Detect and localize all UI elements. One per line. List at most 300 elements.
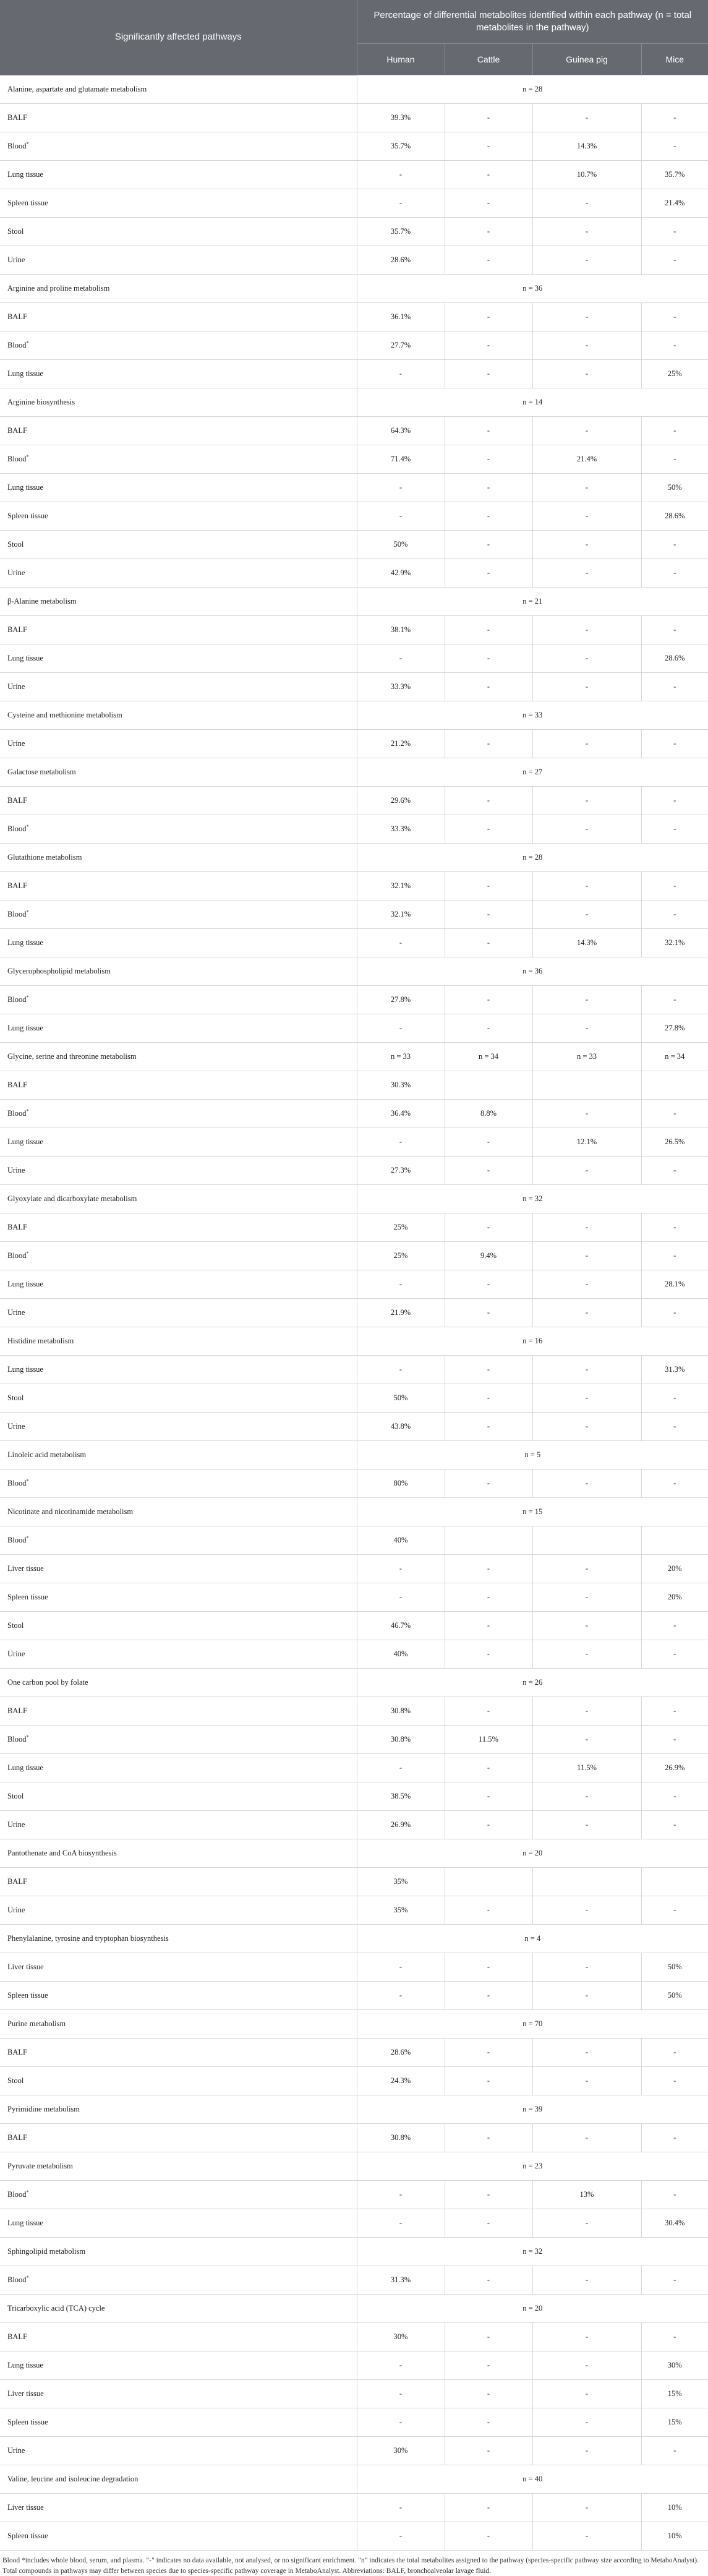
sample-row bbox=[0, 502, 708, 531]
pathway-size: n = 20 bbox=[357, 2295, 708, 2323]
sample-type: Lung tissue bbox=[0, 1270, 357, 1299]
sample-row bbox=[0, 1299, 708, 1327]
percentage-cell: 32.1% bbox=[357, 901, 445, 929]
percentage-cell: - bbox=[532, 1811, 641, 1839]
sample-type: Urine bbox=[0, 1640, 357, 1669]
sample-row bbox=[0, 189, 708, 218]
pathway-size: n = 14 bbox=[357, 388, 708, 417]
percentage-cell: - bbox=[445, 1811, 532, 1839]
pathway-name: One carbon pool by folate bbox=[0, 1669, 357, 1697]
percentage-cell bbox=[532, 1526, 641, 1555]
percentage-cell: 26.9% bbox=[641, 1754, 708, 1782]
sample-row bbox=[0, 303, 708, 332]
percentage-cell: 10.7% bbox=[532, 161, 641, 189]
percentage-cell: - bbox=[445, 872, 532, 901]
percentage-cell: - bbox=[445, 1982, 532, 2010]
sample-type-label: Blood bbox=[7, 142, 27, 151]
sample-row bbox=[0, 2351, 708, 2380]
percentage-cell: 39.3% bbox=[357, 104, 445, 132]
pathway-name: Alanine, aspartate and glutamate metabolism bbox=[0, 75, 357, 104]
pathway-row bbox=[0, 1925, 708, 1953]
percentage-cell: - bbox=[532, 1555, 641, 1583]
percentage-cell: - bbox=[357, 1014, 445, 1043]
pathway-name: Phenylalanine, tyrosine and tryptophan biosynthesis bbox=[0, 1925, 357, 1953]
pathway-row bbox=[0, 844, 708, 872]
percentage-cell: - bbox=[641, 2181, 708, 2209]
percentage-cell: - bbox=[357, 1555, 445, 1583]
sample-row bbox=[0, 1726, 708, 1754]
percentage-cell: 35.7% bbox=[357, 218, 445, 246]
percentage-cell: - bbox=[445, 2494, 532, 2522]
percentage-cell: - bbox=[357, 1270, 445, 1299]
percentage-cell: - bbox=[357, 1128, 445, 1157]
pathway-size: n = 70 bbox=[357, 2010, 708, 2039]
pathway-name: Pyruvate metabolism bbox=[0, 2152, 357, 2181]
percentage-cell: - bbox=[532, 787, 641, 815]
percentage-cell: - bbox=[641, 673, 708, 701]
percentage-cell bbox=[641, 1868, 708, 1896]
pathway-size: n = 28 bbox=[357, 844, 708, 872]
percentage-cell: - bbox=[532, 2039, 641, 2067]
percentage-cell: 36.1% bbox=[357, 303, 445, 332]
percentage-cell: - bbox=[532, 2067, 641, 2095]
percentage-cell: - bbox=[641, 815, 708, 844]
percentage-cell: - bbox=[532, 986, 641, 1014]
percentage-cell: - bbox=[445, 1270, 532, 1299]
sample-type: BALF bbox=[0, 2039, 357, 2067]
header-guinea-pig: Guinea pig bbox=[532, 44, 641, 75]
sample-row bbox=[0, 1470, 708, 1498]
sample-row bbox=[0, 332, 708, 360]
percentage-cell: - bbox=[357, 2522, 445, 2551]
percentage-cell: 24.3% bbox=[357, 2067, 445, 2095]
header-pathways: Significantly affected pathways bbox=[0, 0, 357, 75]
pathway-size: n = 27 bbox=[357, 758, 708, 787]
percentage-cell: - bbox=[357, 2351, 445, 2380]
sample-type-label: Blood bbox=[7, 341, 27, 350]
percentage-cell: 35% bbox=[357, 1896, 445, 1925]
sample-type: BALF bbox=[0, 417, 357, 445]
percentage-cell: 35.7% bbox=[641, 161, 708, 189]
percentage-cell: - bbox=[445, 559, 532, 588]
sample-type: Urine bbox=[0, 1413, 357, 1441]
footnote-marker: * bbox=[26, 340, 29, 346]
percentage-cell bbox=[445, 1868, 532, 1896]
sample-row bbox=[0, 2181, 708, 2209]
pathway-name: Purine metabolism bbox=[0, 2010, 357, 2039]
pathway-size: n = 33 bbox=[357, 1043, 445, 1071]
percentage-cell: - bbox=[445, 360, 532, 388]
pathway-name: Linoleic acid metabolism bbox=[0, 1441, 357, 1470]
percentage-cell: - bbox=[532, 1270, 641, 1299]
pathway-name: Nicotinate and nicotinamide metabolism bbox=[0, 1498, 357, 1526]
sample-type: Stool bbox=[0, 1384, 357, 1413]
percentage-cell: - bbox=[357, 1583, 445, 1612]
sample-type bbox=[0, 2181, 357, 2209]
sample-type bbox=[0, 1526, 357, 1555]
percentage-cell: 25% bbox=[357, 1242, 445, 1270]
sample-type: BALF bbox=[0, 1697, 357, 1726]
sample-type: Spleen tissue bbox=[0, 2408, 357, 2437]
sample-row bbox=[0, 1526, 708, 1555]
percentage-cell: - bbox=[641, 1100, 708, 1128]
percentage-cell: 29.6% bbox=[357, 787, 445, 815]
percentage-cell: - bbox=[357, 189, 445, 218]
percentage-cell: - bbox=[532, 1157, 641, 1185]
footnote-marker: * bbox=[26, 1478, 29, 1484]
pathway-row bbox=[0, 1839, 708, 1868]
percentage-cell: 28.6% bbox=[357, 246, 445, 275]
percentage-cell: - bbox=[532, 189, 641, 218]
sample-type bbox=[0, 1242, 357, 1270]
percentage-cell: 36.4% bbox=[357, 1100, 445, 1128]
percentage-cell: 30.8% bbox=[357, 1697, 445, 1726]
percentage-cell: - bbox=[641, 2437, 708, 2465]
pathway-row bbox=[0, 2238, 708, 2266]
percentage-cell: - bbox=[445, 1413, 532, 1441]
sample-row bbox=[0, 787, 708, 815]
sample-row bbox=[0, 1754, 708, 1782]
sample-row bbox=[0, 815, 708, 844]
sample-row bbox=[0, 132, 708, 161]
pathway-row bbox=[0, 2152, 708, 2181]
percentage-cell: 26.5% bbox=[641, 1128, 708, 1157]
sample-type bbox=[0, 332, 357, 360]
sample-row bbox=[0, 1413, 708, 1441]
sample-type: Stool bbox=[0, 218, 357, 246]
percentage-cell: - bbox=[532, 502, 641, 531]
percentage-cell: 46.7% bbox=[357, 1612, 445, 1640]
percentage-cell: - bbox=[357, 2408, 445, 2437]
sample-row bbox=[0, 246, 708, 275]
footnote-marker: * bbox=[26, 995, 29, 1001]
percentage-cell: - bbox=[357, 1982, 445, 2010]
pathway-size: n = 20 bbox=[357, 1839, 708, 1868]
percentage-cell: 20% bbox=[641, 1583, 708, 1612]
percentage-cell: - bbox=[445, 1384, 532, 1413]
sample-row bbox=[0, 445, 708, 474]
percentage-cell: 25% bbox=[357, 1213, 445, 1242]
percentage-cell: - bbox=[445, 1014, 532, 1043]
pathway-size: n = 26 bbox=[357, 1669, 708, 1697]
sample-type: BALF bbox=[0, 872, 357, 901]
pathway-row bbox=[0, 2095, 708, 2124]
pathway-size: n = 32 bbox=[357, 2238, 708, 2266]
percentage-cell: - bbox=[641, 1157, 708, 1185]
sample-type: Stool bbox=[0, 531, 357, 559]
footnote-marker: * bbox=[26, 1535, 29, 1541]
pathway-row bbox=[0, 75, 708, 104]
percentage-cell: 35% bbox=[357, 1868, 445, 1896]
sample-type-label: Blood bbox=[7, 2275, 27, 2285]
percentage-cell: - bbox=[445, 1555, 532, 1583]
percentage-cell: 30.3% bbox=[357, 1071, 445, 1100]
percentage-cell: - bbox=[532, 104, 641, 132]
sample-row bbox=[0, 616, 708, 644]
percentage-cell: - bbox=[641, 1811, 708, 1839]
sample-row bbox=[0, 986, 708, 1014]
percentage-cell: 28.1% bbox=[641, 1270, 708, 1299]
sample-row bbox=[0, 644, 708, 673]
pathway-row bbox=[0, 588, 708, 616]
percentage-cell: - bbox=[445, 303, 532, 332]
header-percentage: Percentage of differential metabolites identified within each pathway (n = total metabolites in the pathway) bbox=[357, 0, 708, 44]
percentage-cell: - bbox=[445, 2124, 532, 2152]
pathway-name: Glutathione metabolism bbox=[0, 844, 357, 872]
percentage-cell: - bbox=[641, 1697, 708, 1726]
percentage-cell: - bbox=[532, 360, 641, 388]
sample-row bbox=[0, 1953, 708, 1982]
sample-type: BALF bbox=[0, 1213, 357, 1242]
sample-row bbox=[0, 901, 708, 929]
percentage-cell: - bbox=[641, 1413, 708, 1441]
pathway-size: n = 5 bbox=[357, 1441, 708, 1470]
percentage-cell: - bbox=[357, 2494, 445, 2522]
percentage-cell: - bbox=[357, 2181, 445, 2209]
percentage-cell: - bbox=[445, 2323, 532, 2351]
sample-row bbox=[0, 161, 708, 189]
percentage-cell: 15% bbox=[641, 2380, 708, 2408]
sample-type: Spleen tissue bbox=[0, 2522, 357, 2551]
percentage-cell: - bbox=[532, 1384, 641, 1413]
percentage-cell: - bbox=[445, 246, 532, 275]
percentage-cell: - bbox=[641, 1242, 708, 1270]
percentage-cell: - bbox=[532, 644, 641, 673]
percentage-cell: - bbox=[641, 1470, 708, 1498]
pathway-name: Glyoxylate and dicarboxylate metabolism bbox=[0, 1185, 357, 1213]
pathway-size: n = 15 bbox=[357, 1498, 708, 1526]
pathway-name: Cysteine and methionine metabolism bbox=[0, 701, 357, 730]
sample-type: BALF bbox=[0, 787, 357, 815]
percentage-cell: - bbox=[445, 2522, 532, 2551]
sample-type: Liver tissue bbox=[0, 2380, 357, 2408]
sample-row bbox=[0, 1014, 708, 1043]
percentage-cell bbox=[532, 1071, 641, 1100]
sample-type: Spleen tissue bbox=[0, 1583, 357, 1612]
percentage-cell: - bbox=[357, 1754, 445, 1782]
percentage-cell: 27.8% bbox=[641, 1014, 708, 1043]
percentage-cell: - bbox=[445, 2039, 532, 2067]
percentage-cell: - bbox=[532, 417, 641, 445]
pathway-size: n = 33 bbox=[532, 1043, 641, 1071]
percentage-cell: 25% bbox=[641, 360, 708, 388]
percentage-cell: - bbox=[445, 332, 532, 360]
percentage-cell: - bbox=[445, 616, 532, 644]
percentage-cell: - bbox=[532, 1299, 641, 1327]
pathway-row bbox=[0, 1185, 708, 1213]
percentage-cell: 40% bbox=[357, 1640, 445, 1669]
sample-type: Lung tissue bbox=[0, 2209, 357, 2238]
percentage-cell: - bbox=[641, 1384, 708, 1413]
percentage-cell: - bbox=[532, 1413, 641, 1441]
percentage-cell: 30.4% bbox=[641, 2209, 708, 2238]
percentage-cell: 80% bbox=[357, 1470, 445, 1498]
pathway-name: Histidine metabolism bbox=[0, 1327, 357, 1356]
percentage-cell: - bbox=[445, 986, 532, 1014]
percentage-cell: - bbox=[445, 417, 532, 445]
pathway-name: Tricarboxylic acid (TCA) cycle bbox=[0, 2295, 357, 2323]
sample-type: Lung tissue bbox=[0, 474, 357, 502]
percentage-cell: - bbox=[532, 1213, 641, 1242]
percentage-cell: - bbox=[641, 559, 708, 588]
sample-row bbox=[0, 559, 708, 588]
percentage-cell: - bbox=[532, 1782, 641, 1811]
pathway-size: n = 23 bbox=[357, 2152, 708, 2181]
percentage-cell: 50% bbox=[641, 1982, 708, 2010]
sample-type: Spleen tissue bbox=[0, 502, 357, 531]
sample-row bbox=[0, 1811, 708, 1839]
sample-row bbox=[0, 1896, 708, 1925]
percentage-cell: 21.4% bbox=[532, 445, 641, 474]
header-cattle: Cattle bbox=[445, 44, 532, 75]
percentage-cell: - bbox=[445, 929, 532, 957]
pathway-size: n = 34 bbox=[445, 1043, 532, 1071]
percentage-cell: - bbox=[357, 161, 445, 189]
percentage-cell: - bbox=[357, 2209, 445, 2238]
percentage-cell: - bbox=[445, 2351, 532, 2380]
sample-type bbox=[0, 1100, 357, 1128]
percentage-cell: - bbox=[641, 104, 708, 132]
percentage-cell: - bbox=[641, 1896, 708, 1925]
sample-row bbox=[0, 218, 708, 246]
percentage-cell: 14.3% bbox=[532, 929, 641, 957]
sample-row bbox=[0, 2124, 708, 2152]
percentage-cell: - bbox=[357, 644, 445, 673]
percentage-cell: - bbox=[445, 474, 532, 502]
sample-type bbox=[0, 986, 357, 1014]
percentage-cell: - bbox=[641, 1726, 708, 1754]
percentage-cell: 14.3% bbox=[532, 132, 641, 161]
percentage-cell: - bbox=[445, 132, 532, 161]
header-mice: Mice bbox=[641, 44, 708, 75]
sample-row bbox=[0, 1612, 708, 1640]
sample-row bbox=[0, 1157, 708, 1185]
percentage-cell: - bbox=[532, 815, 641, 844]
pathway-row bbox=[0, 2295, 708, 2323]
percentage-cell: 9.4% bbox=[445, 1242, 532, 1270]
percentage-cell: - bbox=[532, 559, 641, 588]
pathway-size: n = 33 bbox=[357, 701, 708, 730]
percentage-cell: 30% bbox=[357, 2323, 445, 2351]
sample-type bbox=[0, 132, 357, 161]
sample-type bbox=[0, 445, 357, 474]
percentage-cell: - bbox=[445, 2181, 532, 2209]
percentage-cell: 50% bbox=[641, 1953, 708, 1982]
sample-type: Lung tissue bbox=[0, 929, 357, 957]
sample-type: Urine bbox=[0, 559, 357, 588]
percentage-cell: - bbox=[445, 901, 532, 929]
pathway-name: β-Alanine metabolism bbox=[0, 588, 357, 616]
sample-type: Lung tissue bbox=[0, 1356, 357, 1384]
percentage-cell: - bbox=[445, 1157, 532, 1185]
sample-row bbox=[0, 2209, 708, 2238]
percentage-cell: 21.4% bbox=[641, 189, 708, 218]
sample-row bbox=[0, 673, 708, 701]
sample-type: Stool bbox=[0, 2067, 357, 2095]
percentage-cell: 50% bbox=[641, 474, 708, 502]
percentage-cell: - bbox=[532, 1982, 641, 2010]
sample-type: Stool bbox=[0, 1612, 357, 1640]
sample-row bbox=[0, 474, 708, 502]
sample-type: Urine bbox=[0, 246, 357, 275]
percentage-cell bbox=[445, 1071, 532, 1100]
percentage-cell: - bbox=[532, 673, 641, 701]
percentage-cell: - bbox=[532, 2209, 641, 2238]
footnote-marker: * bbox=[26, 141, 29, 147]
sample-row bbox=[0, 1583, 708, 1612]
percentage-cell bbox=[445, 1526, 532, 1555]
sample-type: Spleen tissue bbox=[0, 1982, 357, 2010]
percentage-cell: - bbox=[641, 1640, 708, 1669]
percentage-cell: - bbox=[641, 1213, 708, 1242]
percentage-cell: - bbox=[532, 2494, 641, 2522]
percentage-cell: - bbox=[445, 531, 532, 559]
percentage-cell: - bbox=[641, 303, 708, 332]
percentage-cell: 35.7% bbox=[357, 132, 445, 161]
table-footnote: Blood *includes whole blood, serum, and plasma. "-" indicates no data available, not analysed, or no significant enrichment. "n" indicates the total metabolites assigned to the pathway (species-specific pathway size according to MetaboAnalyst). Total compounds in pathways may differ between species due to species-specific pathway coverage in MetaboAnalyst. Abbreviations: BALF, bronchoalveolar lavage fluid. bbox=[2, 2557, 699, 2575]
percentage-cell: 21.2% bbox=[357, 730, 445, 758]
percentage-cell: - bbox=[445, 1896, 532, 1925]
percentage-cell: - bbox=[641, 2323, 708, 2351]
footnote-marker: * bbox=[26, 2189, 29, 2196]
pathway-name: Arginine biosynthesis bbox=[0, 388, 357, 417]
sample-type: Lung tissue bbox=[0, 644, 357, 673]
pathway-row bbox=[0, 957, 708, 986]
percentage-cell: - bbox=[641, 218, 708, 246]
sample-type-label: Blood bbox=[7, 1109, 27, 1118]
pathway-row bbox=[0, 1441, 708, 1470]
footnote-marker: * bbox=[26, 1108, 29, 1115]
table-body bbox=[0, 75, 708, 2551]
percentage-cell bbox=[641, 1526, 708, 1555]
percentage-cell: - bbox=[445, 1299, 532, 1327]
sample-row bbox=[0, 531, 708, 559]
sample-row bbox=[0, 2408, 708, 2437]
percentage-cell: - bbox=[641, 417, 708, 445]
percentage-cell: - bbox=[445, 1612, 532, 1640]
percentage-cell: - bbox=[532, 1896, 641, 1925]
percentage-cell: - bbox=[445, 730, 532, 758]
percentage-cell: - bbox=[357, 2380, 445, 2408]
percentage-cell: - bbox=[532, 474, 641, 502]
percentage-cell: 71.4% bbox=[357, 445, 445, 474]
sample-type: BALF bbox=[0, 1071, 357, 1100]
percentage-cell: - bbox=[357, 1356, 445, 1384]
sample-row bbox=[0, 1213, 708, 1242]
footnote-marker: * bbox=[26, 909, 29, 915]
sample-row bbox=[0, 1356, 708, 1384]
sample-type: Lung tissue bbox=[0, 360, 357, 388]
sample-row bbox=[0, 1071, 708, 1100]
sample-type: BALF bbox=[0, 104, 357, 132]
percentage-cell: - bbox=[532, 303, 641, 332]
sample-type: Lung tissue bbox=[0, 1014, 357, 1043]
sample-type bbox=[0, 815, 357, 844]
pathway-row bbox=[0, 388, 708, 417]
sample-type-label: Blood bbox=[7, 1735, 27, 1744]
sample-row bbox=[0, 2380, 708, 2408]
percentage-cell: - bbox=[532, 1583, 641, 1612]
sample-row bbox=[0, 1982, 708, 2010]
sample-type-label: Blood bbox=[7, 910, 27, 919]
pathway-size: n = 21 bbox=[357, 588, 708, 616]
sample-type-label: Blood bbox=[7, 824, 27, 834]
percentage-cell: 30.8% bbox=[357, 1726, 445, 1754]
sample-type: Lung tissue bbox=[0, 161, 357, 189]
sample-row bbox=[0, 1868, 708, 1896]
sample-row bbox=[0, 2039, 708, 2067]
percentage-cell: 30% bbox=[357, 2437, 445, 2465]
